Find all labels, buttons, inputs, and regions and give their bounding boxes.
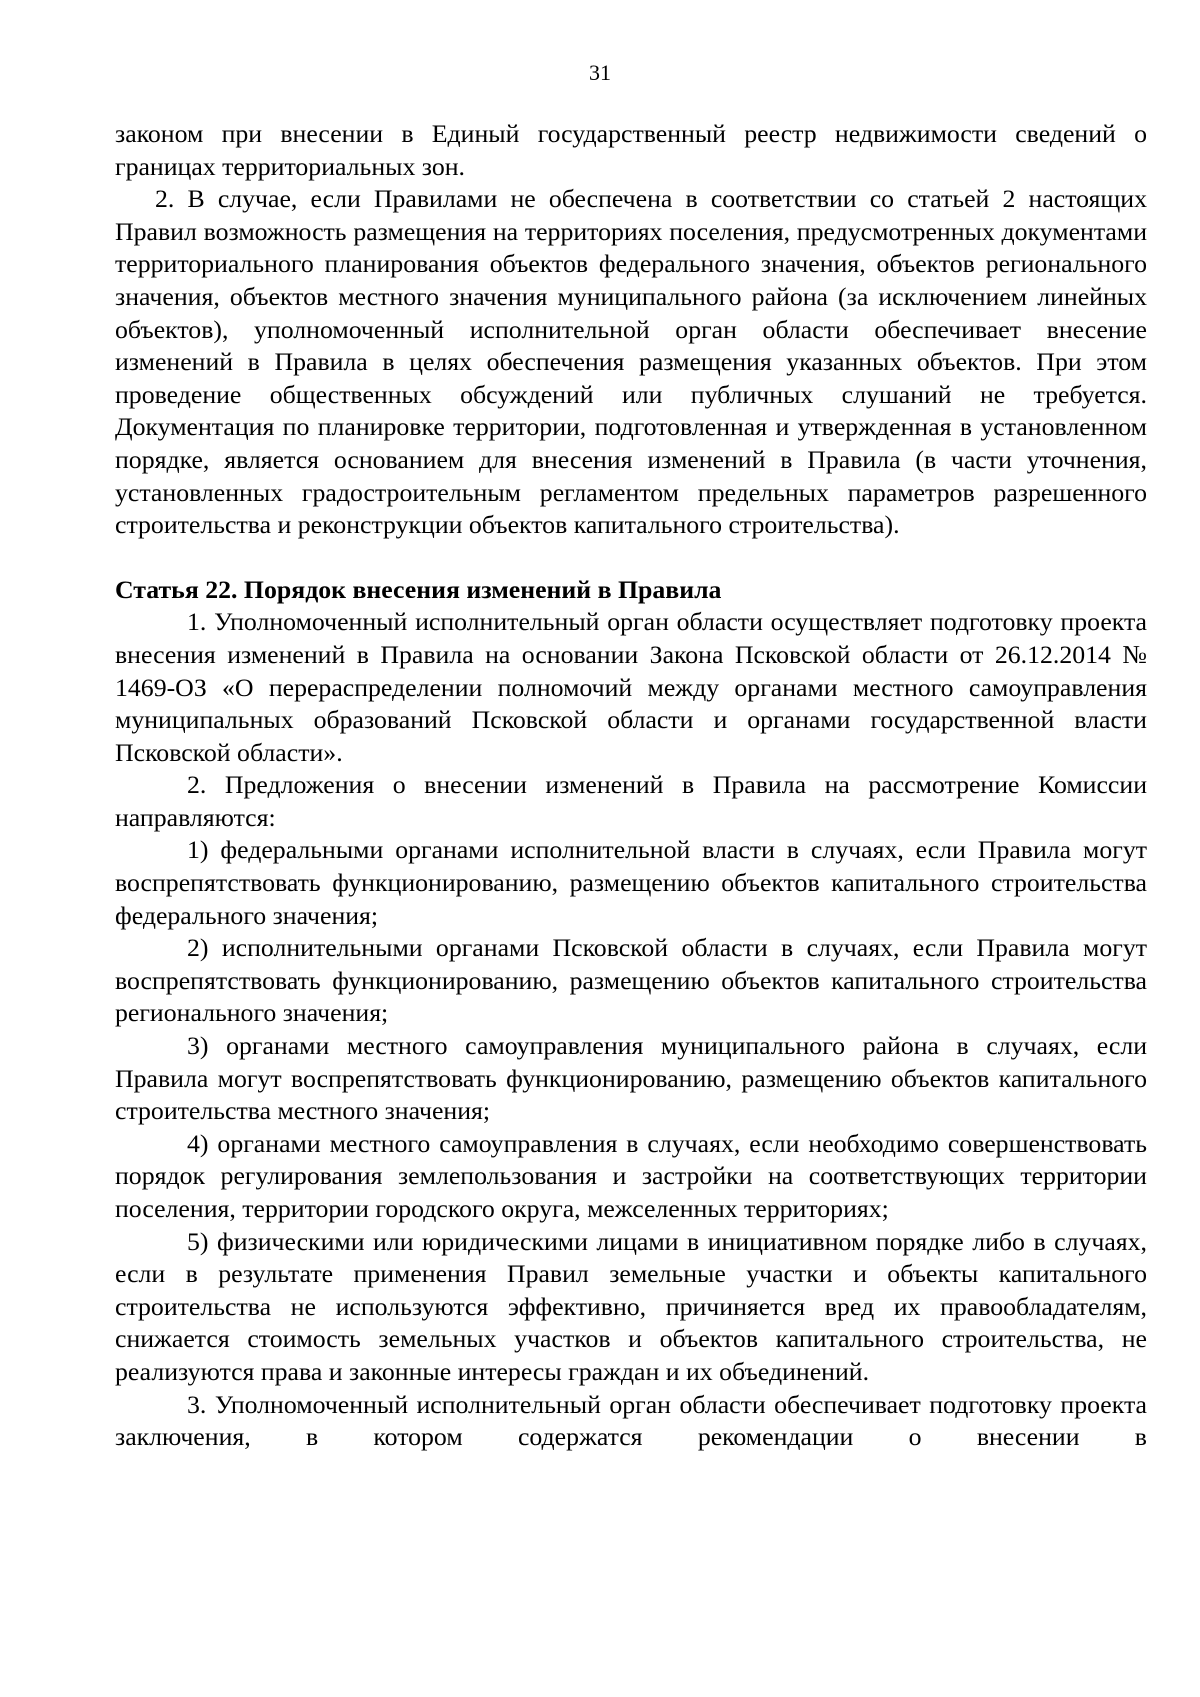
list-item-5: 5) физическими или юридическими лицами в инициативном порядке либо в случаях, если в результате применения Правил земельные участки и объекты капитального строительства не используются эффективно, причиняется вред их правообладателям, снижается стоимость земельных участков и объектов капитального строительства, не реализуются права и законные интересы граждан и их объединений. xyxy=(115,1226,1147,1386)
list-item-3: 3) органами местного самоуправления муниципального района в случаях, если Правила могут воспрепятствовать функционированию, размещению объектов капитального строительства местного значения; xyxy=(115,1031,1147,1126)
page-number: 31 xyxy=(589,60,611,85)
article-heading: Статья 22. Порядок внесения изменений в Правила xyxy=(115,574,722,604)
list-item-2: 2) исполнительными органами Псковской области в случаях, если Правила могут воспрепятствовать функционированию, размещению объектов капитального строительства регионального значения; xyxy=(115,933,1147,1028)
list-item-1: 1) федеральными органами исполнительной власти в случаях, если Правила могут воспрепятствовать функционированию, размещению объектов капитального строительства федерального значения; xyxy=(115,835,1147,930)
list-item-4: 4) органами местного самоуправления в случаях, если необходимо совершенствовать порядок регулирования землепользования и застройки на соответствующих территории поселения, территории городского округа, межселенных территориях; xyxy=(115,1128,1147,1223)
paragraph-continued: законом при внесении в Единый государственный реестр недвижимости сведений о границах территориальных зон. xyxy=(115,119,1147,181)
paragraph-item-2: 2. В случае, если Правилами не обеспечена в соответствии со статьей 2 настоящих Правил возможность размещения на территориях поселения, предусмотренных документами территориального планирования объектов федерального значения, объектов регионального значения, объектов местного значения муниципального района (за исключением линейных объектов), уполномоченный исполнительной орган области обеспечивает внесение изменений в Правила в целях обеспечения размещения указанных объектов. При этом проведение общественных обсуждений или публичных слушаний не требуется. Документация по планировке территории, подготовленная и утвержденная в установленном порядке, является основанием для внесения изменений в Правила (в части уточнения, установленных градостроительным регламентом предельных параметров разрешенного строительства и реконструкции объектов капитального строительства). xyxy=(115,184,1147,540)
paragraph-item-1: 1. Уполномоченный исполнительный орган области осуществляет подготовку проекта внесения изменений в Правила на основании Закона Псковской области от 26.12.2014 № 1469-ОЗ «О перераспределении полномочий между органами местного самоуправления муниципальных образований Псковской области и органами государственной власти Псковской области». xyxy=(115,607,1147,767)
paragraph-item-3: 3. Уполномоченный исполнительный орган области обеспечивает подготовку проекта заключения, в котором содержатся рекомендации о внесении в xyxy=(115,1389,1147,1452)
paragraph-item-2-proposals: 2. Предложения о внесении изменений в Правила на рассмотрение Комиссии направляются: xyxy=(115,770,1147,832)
document-body xyxy=(115,118,1147,1454)
